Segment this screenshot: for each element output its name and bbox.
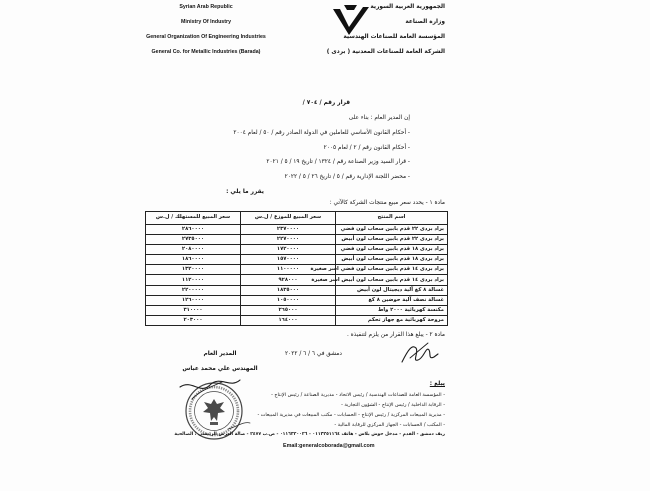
cell-consumer: ١٨٦٠٠٠٠ [146,255,241,265]
table-row [146,306,448,316]
table-row [146,316,448,326]
table-row [146,234,448,244]
table-row [146,255,448,265]
distribution-line: - المكتب / الحسابات - الجهاز المركزي للرقابة المالية - [334,422,445,428]
table-header-row [146,212,448,225]
cell-distributor: ١١٠٠٠٠٠ [241,265,336,275]
letterhead-en-organization: General Organization Of Engineering Industries [146,34,266,40]
letterhead-ar-ministry: وزارة الصناعة [405,19,445,25]
table-row [146,275,448,285]
cell-product: مروحة كهربائية مع جهاز تحكم [336,316,448,326]
reference-item: - محضر اللجنة الإدارية رقم / ٥ / تاريخ ٢٦ / ٥ / ٢٠٢٢ [284,174,410,180]
cell-consumer: ٣١٠٠٠٠ [146,306,241,316]
distribution-line: - مديرية المبيعات المركزية / رئيس الإنتاج - الحسابات - مكتب المبيعات في مديرية المبيعات - [257,412,445,418]
table-row [146,224,448,234]
cell-product: براد بردى ١٤ قدم بابين سحاب لون أبيض اسر صغيرة [336,275,448,285]
cell-consumer: ٢٠٨٠٠٠٠ [146,244,241,254]
reference-item: - قرار السيد وزير الصناعة رقم / ١٣٢٤ / تاريخ ١٩ / ٥ / ٢٠٢١ [266,159,410,165]
company-logo [330,4,372,38]
cell-product: براد بردى ١٨ قدم بابين سحاب لون أبيض [336,255,448,265]
cell-consumer: ٢٢٠٠٠٠٠ [146,285,241,295]
cell-product: مكنسة كهربائية ٢٠٠٠ واط [336,306,448,316]
cell-product: براد بردى ٢٢ قدم بابين سحاب لون أبيض [336,234,448,244]
letterhead-ar-company: الشركة العامة للصناعات المعدنية ( بردى ) [326,49,445,55]
cell-consumer: ٢٧٣٥٠٠٠ [146,234,241,244]
price-table [145,211,448,326]
cell-distributor: ١٧٢٠٠٠٠ [241,244,336,254]
cell-distributor: ١٨٣٥٠٠٠ [241,285,336,295]
signatory-name: المهندس علي محمد عباس [182,366,258,372]
cell-consumer: ٢٨٦٠٠٠٠ [146,224,241,234]
letterhead-en-company: General Co. for Metallic Industries (Barada) [151,49,261,55]
signature-mark [398,340,440,366]
cell-product: براد بردى ١٤ قدم بابين سحاب لون فضي اسر صغيرة [336,265,448,275]
cell-product: براد بردى ١٨ قدم بابين سحاب لون فضي [336,244,448,254]
place-and-date: دمشق في ٦ / ٦ / ٢٠٢٢ [285,351,342,357]
letterhead-ar-organization: المؤسسة العامة للصناعات الهندسية [343,34,445,40]
reference-item: - أحكام القانون رقم / ٢ / لعام ٢٠٠٥ [323,145,410,151]
cell-consumer: ١٢٦٠٠٠٠ [146,295,241,305]
table-row [146,265,448,275]
table-row [146,285,448,295]
cell-product: غسالة نصف آلية حوضين ٨ كغ [336,295,448,305]
cell-distributor: ٢٣٧٠٠٠٠ [241,224,336,234]
footer-email: Email:generalcoborada@gmail.com [283,443,375,449]
table-row [146,244,448,254]
cell-product: غسالة ٨ كغ آلية ديجيتال لون أبيض [336,285,448,295]
article-2: مادة ٢ - يبلغ هذا القرار من يلزم لتنفيذه . [346,332,445,338]
letterhead-en-ministry: Ministry Of Industry [180,19,232,25]
distribution-label: يبلغ : [429,381,445,387]
distribution-line: - الرقابة الداخلية / رئيس الإنتاج - الشؤون التجارية - [341,402,445,408]
article-1: مادة ١ - يحدد سعر مبيع منتجات الشركة كالآتي : [329,200,445,206]
cell-consumer: ١٣٢٠٠٠٠ [146,265,241,275]
decision-number: قرار رقم / ٧٠٤ / [302,100,350,106]
cell-distributor: ١٦٤٠٠٠ [241,316,336,326]
decision-resolves-heading: يقرر ما يلي : [226,189,264,195]
cell-consumer: ١١٢٠٠٠٠ [146,275,241,285]
distribution-line: - المؤسسة العامة للصناعات الهندسية / رئيس الاتحاد - مديرية الصناعة / رئيس الإنتاج - [271,392,445,398]
cell-distributor: ٢٦٥٠٠٠ [241,306,336,316]
cell-distributor: ٩٢٨٠٠٠ [241,275,336,285]
letterhead-en-country: Syrian Arab Republic [179,4,233,10]
cell-distributor: ١٠٥٠٠٠٠ [241,295,336,305]
column-header-distributor: سعر المبيع للموزع / ل.س [241,212,336,225]
column-header-consumer: سعر المبيع للمستهلك / ل.س [146,212,241,225]
decision-preamble: إن المدير العام : بناء على [348,115,410,121]
column-header-product: اسم المنتج [336,212,448,225]
footer-address: ريف دمشق - القدم - مدخل حوش بلاس - هاتف ٠١١٣٢٥١١٦٤ - ٠١١٦٣٢٠٠٢٦ - ص.ب ٢٤٧٧ - صالة العرض الرئيسي : الصالحية [174,432,445,437]
signatory-title: المدير العام [203,351,237,357]
letterhead-ar-country: الجمهورية العربية السورية [370,4,445,10]
reference-item: - أحكام القانون الأساسي للعاملين في الدولة الصادر رقم / ٥٠ / لعام ٢٠٠٤ [233,130,410,136]
cell-distributor: ١٥٧٠٠٠٠ [241,255,336,265]
table-row [146,295,448,305]
cell-distributor: ٢٢٧٠٠٠٠ [241,234,336,244]
cell-consumer: ٢٠٣٠٠٠ [146,316,241,326]
cell-product: براد بردى ٢٢ قدم بابين سحاب لون فضي [336,224,448,234]
